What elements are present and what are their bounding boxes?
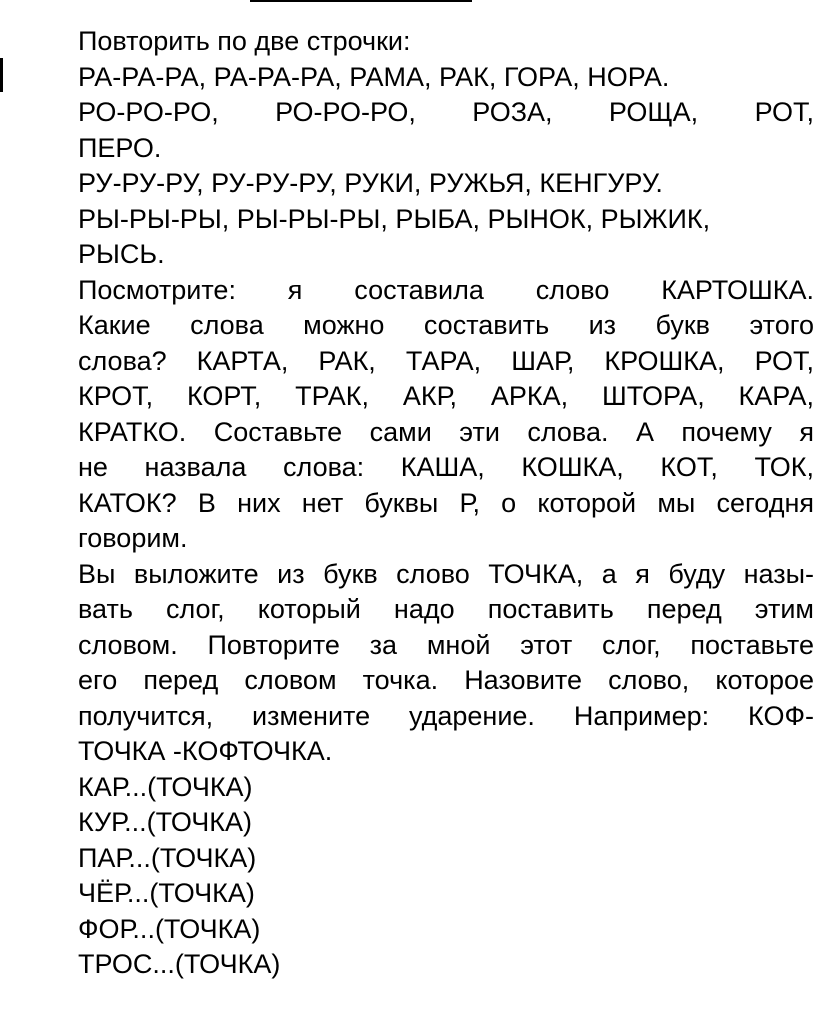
text-line: ТОЧКА -КОФТОЧКА. [78, 736, 333, 766]
text-line: Посмотрите: я составила слово КАРТОШКА. [78, 274, 814, 305]
text-line: РО-РО-РО, РО-РО-РО, РОЗА, РОЩА, РОТ, [78, 97, 814, 127]
exercise-item: ПАР...(ТОЧКА) [78, 842, 257, 873]
text-line: РЫ-РЫ-РЫ, РЫ-РЫ-РЫ, РЫБА, РЫНОК, РЫЖИК, [78, 203, 711, 234]
text-line: его перед словом точка. Назовите слово, которое [78, 665, 814, 695]
margin-mark [0, 58, 3, 92]
document-body [78, 24, 814, 983]
text-line: говорим. [78, 523, 188, 553]
text-line: РЫСЬ. [78, 239, 165, 269]
exercise-item: ЧЁР...(ТОЧКА) [78, 878, 255, 908]
text-line: КАТОК? В них нет буквы Р, о которой мы сегодня [78, 487, 814, 518]
text-line: КРАТКО. Составьте сами эти слова. А почему я [78, 416, 814, 447]
instruction-heading: Повторить по две строчки: [78, 26, 411, 56]
text-line: КРОТ, КОРТ, ТРАК, АКР, АРКА, ШТОРА, КАРА, [78, 381, 814, 411]
text-line: вать слог, который надо поставить перед этим [78, 594, 814, 624]
text-line: получится, измените ударение. Например: КОФ- [78, 700, 814, 731]
top-rule [250, 0, 472, 2]
text-line: слова? КАРТА, РАК, ТАРА, ШАР, КРОШКА, РОТ, [78, 345, 814, 376]
exercise-item: ФОР...(ТОЧКА) [78, 913, 261, 944]
text-line: Какие слова можно составить из букв этого [78, 310, 814, 340]
text-line: РА-РА-РА, РА-РА-РА, РАМА, РАК, ГОРА, НОРА. [78, 61, 670, 92]
exercise-item: КАР...(ТОЧКА) [78, 771, 253, 802]
exercise-item: ТРОС...(ТОЧКА) [78, 949, 281, 979]
text-line: Вы выложите из букв слово ТОЧКА, а я буду назы- [78, 558, 814, 589]
exercise-item: КУР...(ТОЧКА) [78, 807, 252, 837]
text-line: не назвала слова: КАША, КОШКА, КОТ, ТОК, [78, 452, 814, 482]
text-line: ПЕРО. [78, 132, 162, 163]
text-line: РУ-РУ-РУ, РУ-РУ-РУ, РУКИ, РУЖЬЯ, КЕНГУРУ. [78, 168, 663, 198]
text-line: словом. Повторите за мной этот слог, поставьте [78, 629, 814, 660]
